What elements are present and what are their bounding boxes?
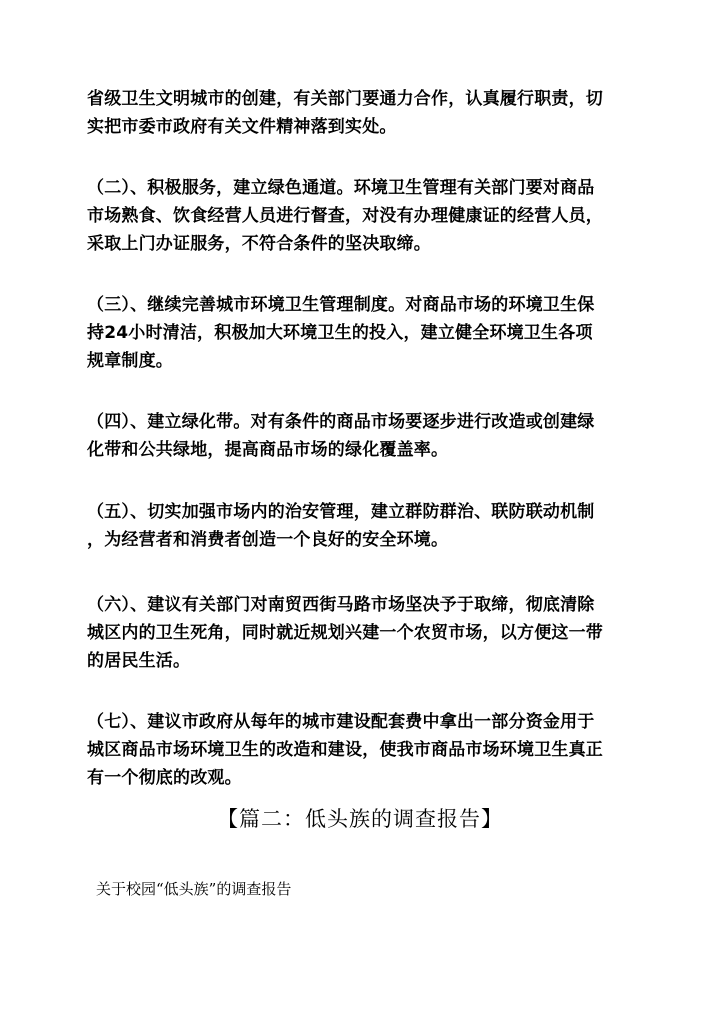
paragraph-line: 的居民生活。 [87, 651, 191, 671]
paragraph-line: （六）、建议有关部门对南贸西街马路市场坚决予于取缔，彻底清除 [87, 595, 595, 615]
paragraph-line: （三）、继续完善城市环境卫生管理制度。对商品市场的环境卫生保 [87, 295, 595, 315]
paragraph-line: 规章制度。 [87, 351, 173, 371]
paragraph-line: 实把市委市政府有关文件精神落到实处。 [87, 117, 397, 137]
paragraph-line: 市场熟食、饮食经营人员进行督查，对没有办理健康证的经营人员， [87, 206, 603, 226]
paragraph-line: （七）、建议市政府从每年的城市建设配套费中拿出一部分资金用于 [87, 712, 595, 732]
paragraph-line: 有一个彻底的改观。 [87, 768, 242, 788]
report-subtitle: 关于校园“低头族”的调查报告 [96, 880, 292, 898]
paragraph-line: （四）、建立绿化带。对有条件的商品市场要逐步进行改造或创建绿 [87, 412, 595, 432]
paragraph-line: ，为经营者和消费者创造一个良好的安全环境。 [87, 530, 449, 550]
paragraph-line: 省级卫生文明城市的创建，有关部门要通力合作，认真履行职责，切 [87, 89, 603, 109]
paragraph-line: 化带和公共绿地，提高商品市场的绿化覆盖率。 [87, 440, 449, 460]
paragraph-line: 持24小时清洁，积极加大环境卫生的投入，建立健全环境卫生各项 [87, 323, 593, 343]
paragraph-line: （二）、积极服务，建立绿色通道。环境卫生管理有关部门要对商品 [87, 178, 595, 198]
paragraph-line: 采取上门办证服务，不符合条件的坚决取缔。 [87, 234, 431, 254]
paragraph-line: 城区商品市场环境卫生的改造和建设，使我市商品市场环境卫生真正 [87, 740, 603, 760]
paragraph-line: 城区内的卫生死角，同时就近规划兴建一个农贸市场，以方便这一带 [87, 623, 603, 643]
section-title: 【篇二：低头族的调查报告】 [217, 807, 503, 831]
paragraph-line: （五）、切实加强市场内的治安管理，建立群防群治、联防联动机制 [87, 502, 595, 522]
